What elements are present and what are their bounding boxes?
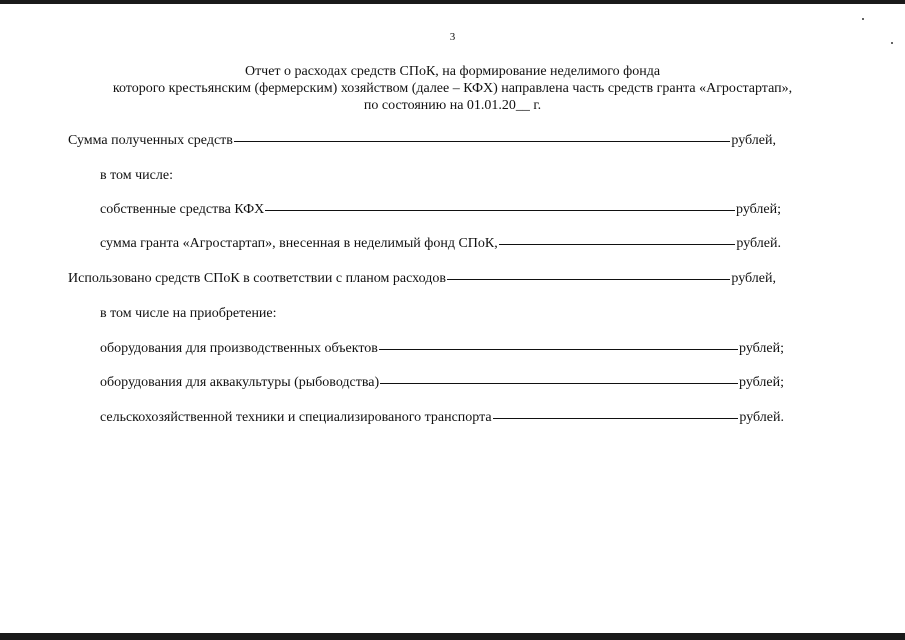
row-equipment-aquaculture [100, 375, 784, 391]
row-equipment-production [100, 341, 784, 357]
page-number: 3 [449, 31, 456, 43]
row-suffix: рублей; [739, 341, 784, 356]
row-label: Использовано средств СПоК в соответствии с планом расходов [68, 271, 446, 286]
scan-speck [862, 18, 864, 20]
row-including-purchase [100, 306, 277, 322]
fill-line [499, 244, 736, 245]
row-suffix: рублей; [739, 375, 784, 390]
document-title [0, 63, 905, 114]
fill-line [380, 383, 738, 384]
title-line-1: Отчет о расходах средств СПоК, на формирование неделимого фонда [244, 64, 661, 79]
fill-line [379, 349, 738, 350]
row-label: оборудования для производственных объектов [100, 341, 378, 356]
scan-top-border [0, 0, 905, 4]
row-machinery [100, 410, 784, 426]
fill-line [265, 210, 735, 211]
title-line-3: по состоянию на 01.01.20__ г. [363, 98, 542, 113]
fill-line [447, 279, 730, 280]
row-suffix: рублей, [731, 271, 776, 286]
row-used-funds [68, 271, 776, 287]
row-label: в том числе на приобретение: [100, 306, 277, 321]
row-label: оборудования для аквакультуры (рыбоводства) [100, 375, 380, 390]
fill-line [234, 141, 731, 142]
scan-bottom-border [0, 633, 905, 640]
row-suffix: рублей; [736, 202, 781, 217]
row-label: собственные средства КФХ [100, 202, 265, 217]
fill-line [493, 418, 739, 419]
title-line-2: которого крестьянским (фермерским) хозяйством (далее – КФХ) направлена часть средств гранта «Агростартап», [112, 81, 793, 96]
row-label: сумма гранта «Агростартап», внесенная в неделимый фонд СПоК, [100, 236, 498, 251]
row-label: сельскохозяйственной техники и специализированого транспорта [100, 410, 492, 425]
row-suffix: рублей, [731, 133, 776, 148]
row-including [100, 168, 173, 184]
row-label: Сумма полученных средств [68, 133, 233, 148]
row-grant-sum [100, 236, 781, 252]
row-suffix: рублей. [739, 410, 784, 425]
row-suffix: рублей. [736, 236, 781, 251]
row-label: в том числе: [100, 168, 173, 183]
row-own-funds [100, 202, 781, 218]
row-received-funds [68, 133, 776, 149]
